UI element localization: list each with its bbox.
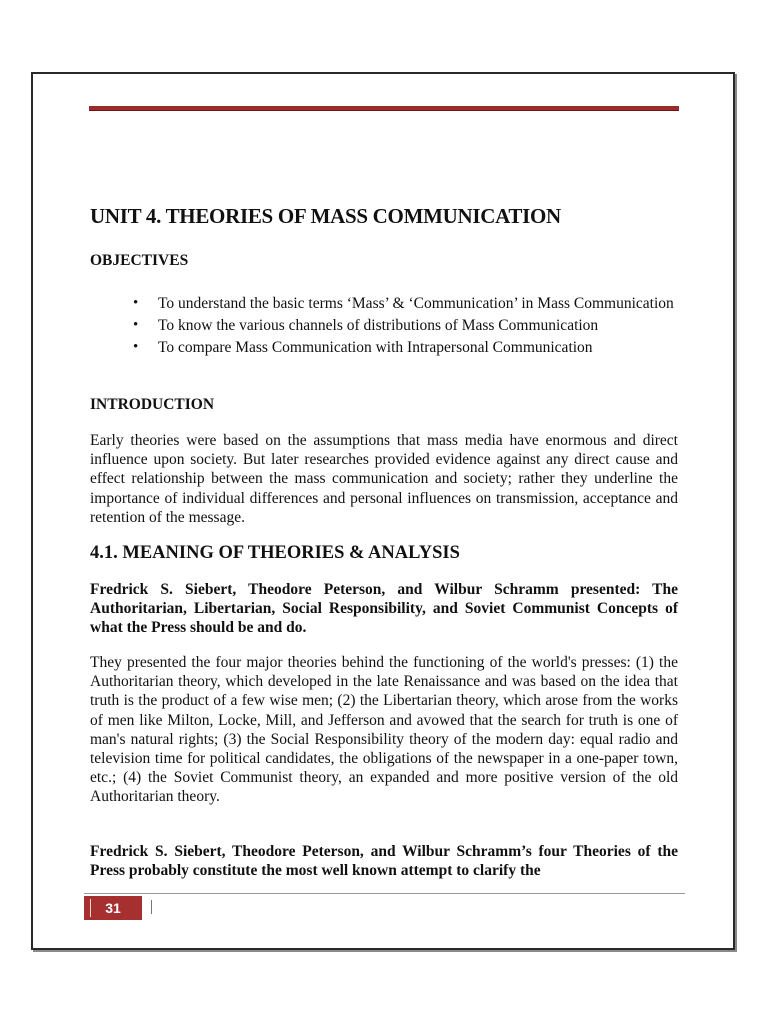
theories-paragraph: They presented the four major theories behind the functioning of the world's presses: (1) the Authoritarian theory, which developed in the late Renaissance and was based on the idea that truth is the product of a few wise men; (2) the Libertarian theory, which arose from the works of men like Milton, Locke, Mill, and Jefferson and avowed that the search for truth is one of man's natural rights; (3) the Social Responsibility theory of the modern day: equal radio and television time for political candidates, the obligations of the newspaper in a one-paper town, etc.; (4) the Soviet Communist theory, an expanded and more positive version of the old Authoritarian theory.: [90, 654, 678, 806]
page-number: 31: [105, 900, 121, 916]
badge-tick: [90, 899, 91, 917]
introduction-paragraph: Early theories were based on the assumptions that mass media have enormous and direct influence upon society. But later researches provided evidence against any direct cause and effect relationship between the mass communication and society; rather they underline the importance of individual differences and personal influences on transmission, acceptance and retention of the message.: [90, 432, 678, 526]
authors-paragraph: Fredrick S. Siebert, Theodore Peterson, and Wilbur Schramm presented: The Authoritarian, Libertarian, Social Responsibility, and Soviet Communist Concepts of what the Press should be and do.: [90, 581, 678, 637]
header-rule: [89, 106, 679, 111]
introduction-heading: INTRODUCTION: [90, 396, 215, 413]
page-number-badge: [84, 896, 142, 920]
objectives-list: [130, 294, 690, 360]
objective-item: • To understand the basic terms ‘Mass’ & ‘Communication’ in Mass Communication: [130, 294, 690, 313]
objective-item: • To compare Mass Communication with Intrapersonal Communication: [130, 338, 690, 357]
footer-rule: [84, 893, 685, 894]
section-title: 4.1. MEANING OF THEORIES & ANALYSIS: [90, 543, 460, 563]
four-theories-paragraph: Fredrick S. Siebert, Theodore Peterson, and Wilbur Schramm’s four Theories of the Press probably constitute the most well known attempt to clarify the: [90, 843, 678, 880]
footer-divider: [151, 900, 152, 914]
unit-title: UNIT 4. THEORIES OF MASS COMMUNICATION: [90, 204, 561, 228]
objective-item: • To know the various channels of distributions of Mass Communication: [130, 316, 690, 335]
objectives-heading: OBJECTIVES: [90, 252, 189, 269]
